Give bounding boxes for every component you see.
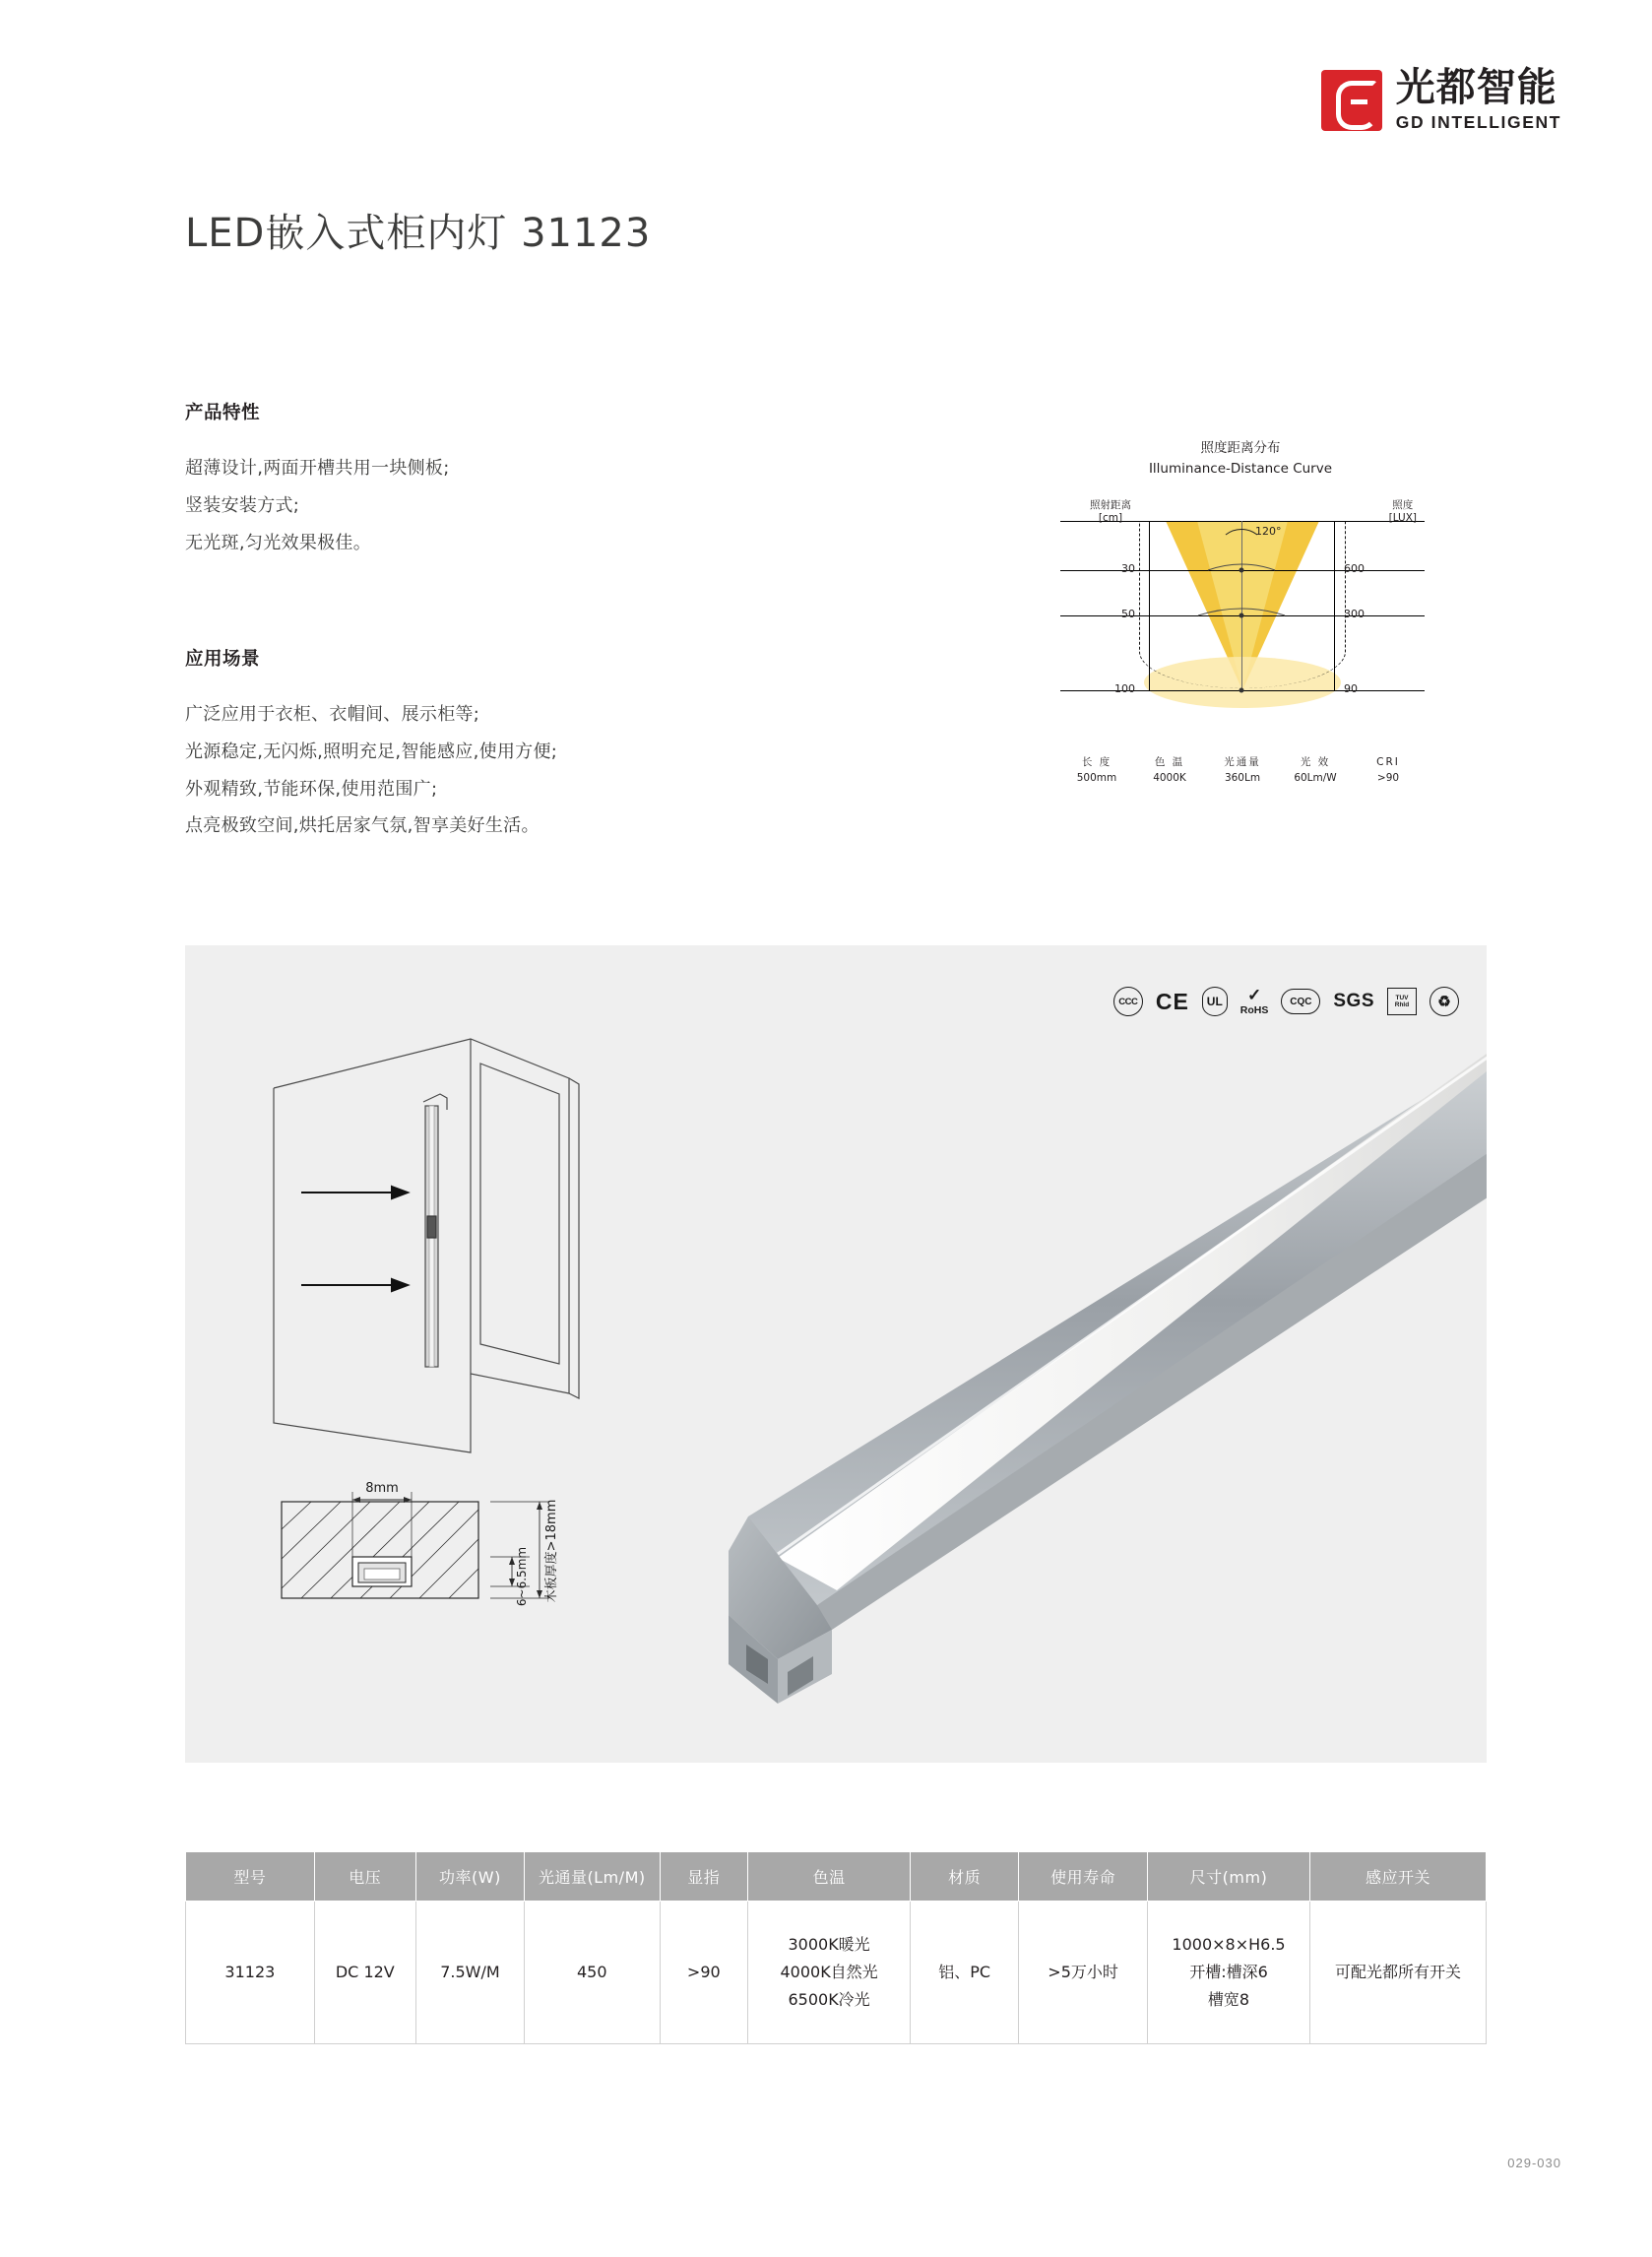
th-model: 型号: [186, 1852, 315, 1902]
features-line-2: 竖装安装方式;: [185, 494, 300, 516]
certification-row: [1113, 987, 1459, 1016]
features-line-3: 无光斑,匀光效果极佳。: [185, 532, 372, 553]
tick-left-100: 100: [1114, 682, 1135, 695]
cell-cri: >90: [660, 1902, 747, 2044]
features-line-1: 超薄设计,两面开槽共用一块侧板;: [185, 458, 450, 479]
th-size: 尺寸(mm): [1147, 1852, 1309, 1902]
ccc-icon: CCC: [1113, 987, 1143, 1016]
ul-icon: UL: [1202, 987, 1228, 1016]
curve-right-axis-label-l1: 照度: [1392, 499, 1414, 511]
page-number: 029-030: [1507, 2156, 1561, 2170]
th-material: 材质: [911, 1852, 1019, 1902]
cell-material: 铝、PC: [911, 1902, 1019, 2044]
illuminance-distance-curve: [1039, 438, 1442, 832]
curve-left-axis-label-l1: 照射距离: [1090, 499, 1131, 511]
table-row: [186, 1902, 1487, 2044]
tick-right-90: 90: [1344, 682, 1358, 695]
curve-spec-cct: 色 温 4000K: [1153, 756, 1186, 784]
curve-left-axis-label-l2: [cm]: [1098, 512, 1123, 525]
th-life: 使用寿命: [1019, 1852, 1148, 1902]
logo-text-cn: 光都智能: [1395, 65, 1557, 110]
installation-line-drawing: [244, 1000, 687, 1689]
scenes-line-4: 点亮极致空间,烘托居家气氛,智享美好生活。: [185, 815, 540, 837]
table-header-row: [186, 1852, 1487, 1902]
scenes-line-2: 光源稳定,无闪烁,照明充足,智能感应,使用方便;: [185, 741, 558, 762]
sgs-icon: SGS: [1333, 991, 1374, 1011]
tick-left-30: 30: [1121, 562, 1135, 575]
product-render-image: [630, 1054, 1487, 1743]
cqc-icon: CQC: [1281, 989, 1320, 1014]
cell-sensor: 可配光都所有开关: [1310, 1902, 1487, 2044]
cell-life: >5万小时: [1019, 1902, 1148, 2044]
cell-lumen: 450: [524, 1902, 660, 2044]
th-power: 功率(W): [415, 1852, 524, 1902]
th-voltage: 电压: [314, 1852, 415, 1902]
tick-right-600: 600: [1344, 562, 1365, 575]
logo-text-en: GD INTELLIGENT: [1395, 112, 1561, 132]
scenes-heading: 应用场景: [185, 649, 261, 670]
specification-table: [185, 1851, 1487, 2044]
th-sensor: 感应开关: [1310, 1852, 1487, 1902]
curve-spec-lumen: 光通量 360Lm: [1224, 756, 1261, 784]
product-image-panel: [185, 945, 1487, 1763]
board-thickness-dim: 木板厚度>18mm: [544, 1499, 559, 1603]
beam-angle-label: 120°: [1255, 525, 1282, 538]
page-title: LED嵌入式柜内灯 31123: [185, 211, 652, 256]
tuv-icon: TUV Rhld: [1387, 988, 1417, 1015]
slot-width-dim: 8mm: [365, 1481, 399, 1496]
features-heading: 产品特性: [185, 403, 261, 423]
th-cri: 显指: [660, 1852, 747, 1902]
brand-logo: [1321, 67, 1561, 133]
curve-spec-efficacy: 光 效 60Lm/W: [1294, 756, 1337, 784]
curve-plot: [1060, 499, 1425, 745]
recycle-icon: ♻: [1430, 987, 1459, 1016]
curve-right-axis-label-l2: [LUX]: [1388, 512, 1417, 525]
th-lumen: 光通量(Lm/M): [524, 1852, 660, 1902]
scenes-line-3: 外观精致,节能环保,使用范围广;: [185, 778, 438, 800]
curve-title-cn: 照度距离分布: [1200, 440, 1281, 456]
logo-mark-icon: [1321, 70, 1382, 131]
rohs-icon: ✓ RoHS: [1239, 986, 1269, 1017]
curve-spec-cri: CRI >90: [1376, 756, 1400, 784]
curve-title-en: Illuminance-Distance Curve: [1148, 460, 1333, 477]
curve-spec-row: [1060, 755, 1425, 787]
th-cct: 色温: [748, 1852, 911, 1902]
cell-voltage: DC 12V: [314, 1902, 415, 2044]
cell-cct: 3000K暖光 4000K自然光 6500K冷光: [748, 1902, 911, 2044]
slot-depth-dim: 6~6.5mm: [515, 1546, 529, 1607]
tick-left-50: 50: [1121, 608, 1135, 620]
cell-model: 31123: [186, 1902, 315, 2044]
curve-spec-length: 长 度 500mm: [1076, 756, 1117, 784]
application-scenes-section: [185, 645, 557, 845]
curve-arcs: [1060, 499, 1425, 745]
product-features-section: [185, 399, 450, 561]
tick-right-300: 300: [1344, 608, 1365, 620]
ce-icon: CE: [1155, 988, 1189, 1014]
cell-size: 1000×8×H6.5 开槽:槽深6 槽宽8: [1147, 1902, 1309, 2044]
cell-power: 7.5W/M: [415, 1902, 524, 2044]
scenes-line-1: 广泛应用于衣柜、衣帽间、展示柜等;: [185, 704, 480, 725]
